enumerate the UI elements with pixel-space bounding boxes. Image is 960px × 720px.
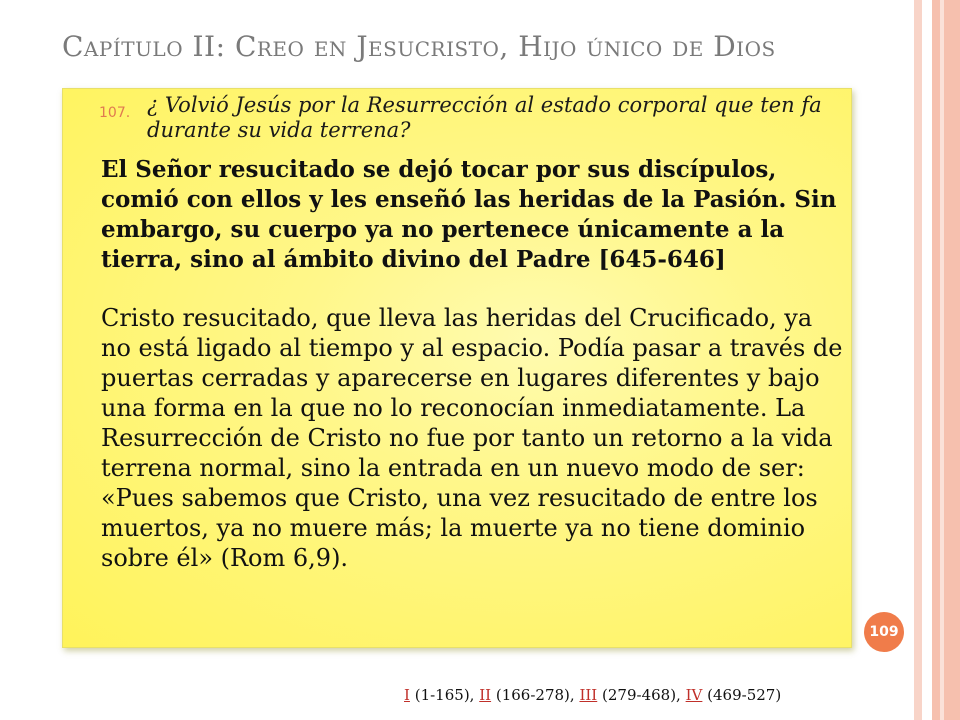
slide-title: Capítulo II: Creo en Jesucristo, Hijo único de Dios xyxy=(62,30,776,63)
page-number-badge: 109 xyxy=(864,612,904,652)
section-range-iii: (279-468), xyxy=(602,686,681,704)
decorative-stripe-gap xyxy=(922,0,932,720)
decorative-stripe-right xyxy=(932,0,960,720)
decorative-stripe-left xyxy=(914,0,922,720)
section-range-i: (1-165), xyxy=(414,686,475,704)
section-link-iii[interactable]: III xyxy=(579,686,598,704)
section-range-iv: (469-527) xyxy=(707,686,782,704)
section-link-i[interactable]: I xyxy=(404,686,410,704)
section-range-ii: (166-278), xyxy=(495,686,575,704)
question-number: 107. xyxy=(99,105,131,121)
question-text: ¿ Volvió Jesús por la Resurrección al estado corporal que ten fa durante su vida terrena? xyxy=(147,93,822,142)
content-panel xyxy=(62,88,852,648)
section-link-ii[interactable]: II xyxy=(479,686,492,704)
answer-body: Cristo resucitado, que lleva las heridas del Crucificado, ya no está ligado al tiempo y al espacio. Podía pasar a través de puertas cerradas y aparecerse en lugares diferentes y bajo una forma en la que no lo reconocían inmediatamente. La Resurrección de Cristo no fue por tanto un retorno a la vida terrena normal, sino la entrada en un nuevo modo de ser: «Pues sabemos que Cristo, una vez resucitado de entre los muertos, ya no muere más; la muerte ya no tiene dominio sobre él» (Rom 6,9). xyxy=(101,304,843,572)
section-links xyxy=(404,686,781,704)
answer-summary: El Señor resucitado se dejó tocar por sus discípulos, comió con ellos y les enseñó las heridas de la Pasión. Sin embargo, su cuerpo ya no pertenece únicamente a la tierra, sino al ámbito divino del Padre [645-646] xyxy=(101,156,837,273)
section-link-iv[interactable]: IV xyxy=(685,686,703,704)
